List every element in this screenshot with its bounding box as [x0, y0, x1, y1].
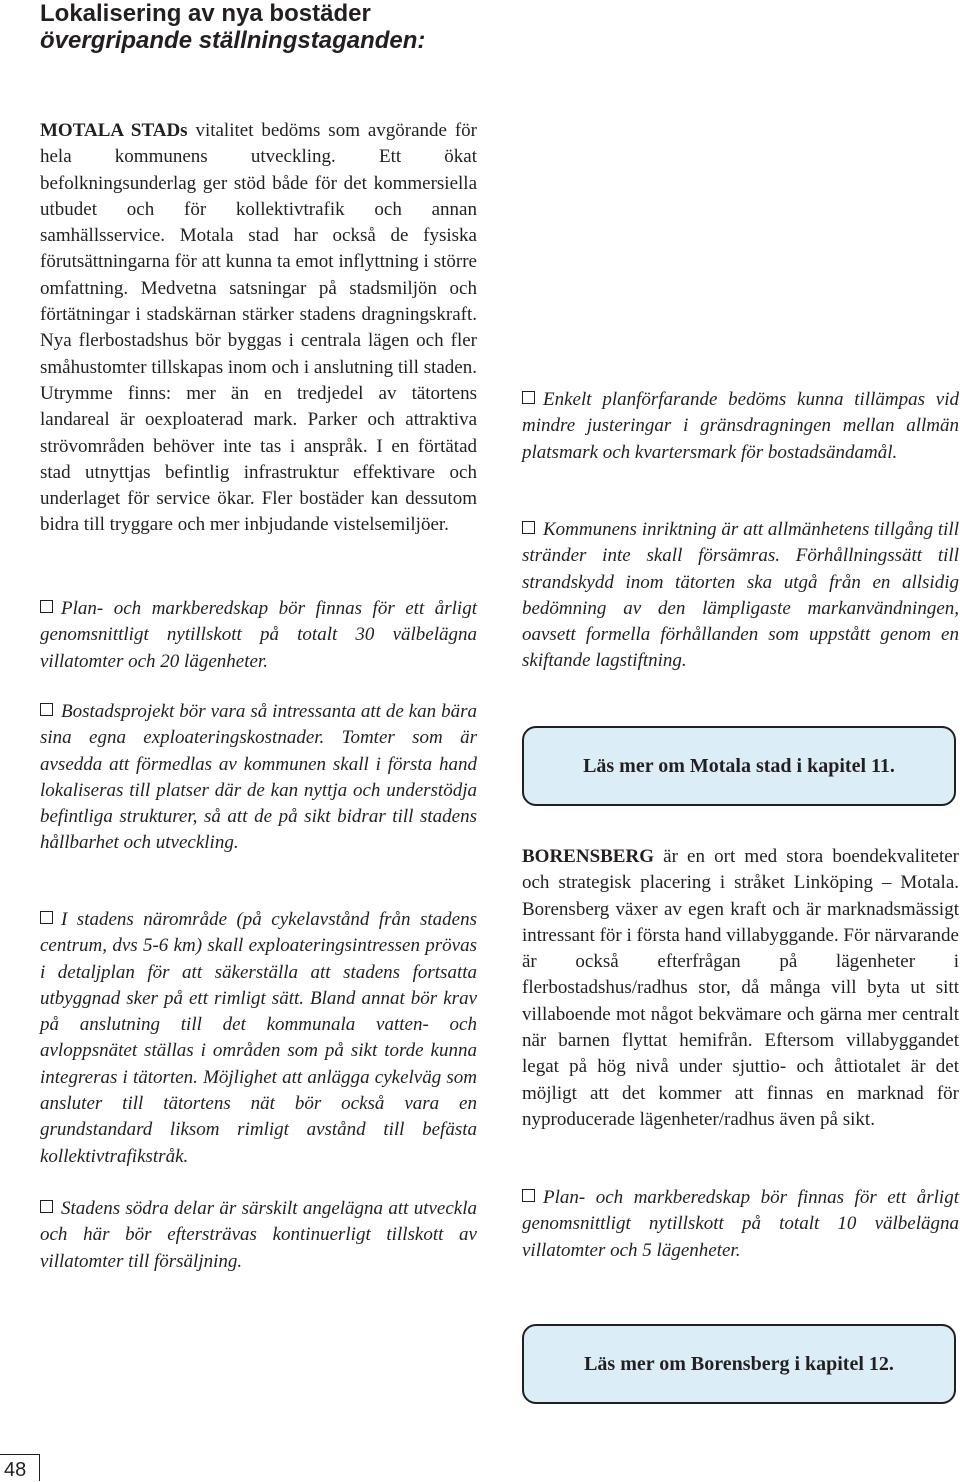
- heading-line-2: övergripande ställningstaganden:: [40, 27, 426, 54]
- page-heading: [40, 0, 640, 54]
- left-point-2: Bostadsprojekt bör vara så intressanta att de kan bära sina egna exploateringskostnader. Tomter som är avsedda att förmedlas av kommunen skall i första hand lokaliseras till platser där de kan nyttja och understödja befintliga strukturer, så att de på sikt bidrar till stadens hållbarhet och utveckling.: [40, 701, 477, 854]
- left-point-3: I stadens närområde (på cykelavstånd från stadens centrum, dvs 5-6 km) skall exploateringsintressen prövas i detaljplan för att säkerställa att stadens fortsatta utbyggnad sker på ett rimligt sätt. Bland annat bör krav på anslutning till det kommunala vatten- och avloppsnätet ställas i områden som på sikt torde kunna integreras i tätorten. Möjlighet att anlägga cykelväg som ansluter till tätortens nät bör också vara en grundstandard liksom rimligt avstånd till befästa kollektivtrafikstråk.: [40, 909, 477, 1167]
- borensberg-paragraph: [522, 844, 959, 1133]
- checkbox-square-icon: [522, 391, 535, 404]
- left-point-4: Stadens södra delar är särskilt angelägna att utveckla och här bör eftersträvas kontinuerligt tillskott av villatomter till försäljning.: [40, 1198, 477, 1272]
- callout-motala-text: Läs mer om Motala stad i kapitel 11.: [583, 754, 895, 777]
- callout-motala: [522, 726, 956, 806]
- checkbox-square-icon: [522, 1189, 535, 1202]
- left-point-1: Plan- och markberedskap bör finnas för ett årligt genomsnittligt nytillskott på totalt 30 välbelägna villatomter och 20 lägenheter.: [40, 598, 477, 672]
- motala-lead: MOTALA STADs: [40, 120, 188, 141]
- right-point-1: Enkelt planförfarande bedöms kunna tillämpas vid mindre justeringar i gränsdragningen mellan allmän platsmark och kvartersmark för bostadsändamål.: [522, 389, 959, 463]
- heading-line-1: Lokalisering av nya bostäder: [40, 0, 371, 27]
- callout-borensberg: [522, 1324, 956, 1404]
- checkbox-square-icon: [40, 1200, 53, 1213]
- callout-borensberg-text: Läs mer om Borensberg i kapitel 12.: [584, 1352, 894, 1375]
- checkbox-square-icon: [40, 703, 53, 716]
- right-point-2: Kommunens inriktning är att allmänhetens tillgång till stränder inte skall försämras. Förhållningssätt till strandskydd inom tätorten ska utgå från en allsidig bedömning av den lämpligaste markanvändningen, oavsett formella förhållanden som uppstått genom en skiftande lagstiftning.: [522, 519, 959, 672]
- motala-text: vitalitet bedöms som avgörande för hela kommunens utveckling. Ett ökat befolkningsunderlag ger stöd både för det kommersiella utbudet och för kollektivtrafik och annan samhällsservice. Motala stad har också de fysiska förutsättningarna för att kunna ta emot inflyttning i större omfattning. Medvetna satsningar på stadsmiljön och förtätningar i stadskärnan stärker stadens dragningskraft. Nya flerbostadshus bör byggas i centrala lägen och fler småhustomter tillskapas inom och i anslutning till staden. Utrymme finns: mer än en tredjedel av tätortens landareal är oexploaterad mark. Parker och attraktiva strövområden behöver inte tas i anspråk. I en förtätad stad utnyttjas befintlig infrastruktur effektivare och underlaget för service ökar. Fler bostäder kan dessutom bidra till tryggare och mer inbjudande vistelsemiljöer.: [40, 120, 477, 536]
- page-number: 48: [0, 1454, 40, 1481]
- checkbox-square-icon: [40, 911, 53, 924]
- checkbox-square-icon: [40, 600, 53, 613]
- borensberg-lead: BORENSBERG: [522, 846, 654, 867]
- right-point-3: Plan- och markberedskap bör finnas för ett årligt genomsnittligt nytillskott på totalt 10 välbelägna villatomter och 5 lägenheter.: [522, 1187, 959, 1261]
- left-intro-paragraph: [40, 118, 477, 539]
- borensberg-text: är en ort med stora boendekvaliteter och strategisk placering i stråket Linköping – Motala. Borensberg växer av egen kraft och är marknadsmässigt intressant för i första hand villabyggande. För närvarande är också efterfrågan på lägenheter i flerbostadshus/radhus stor, då många vill byta ut sitt villaboende mot något bekvämare och gärna mer centralt när barnen flyttat hemifrån. Eftersom villabyggandet legat på hög nivå under sjuttio- och åttiotalet är det möjligt att det kommer att finnas en marknad för nyproducerade lägenheter/radhus även på sikt.: [522, 846, 959, 1130]
- checkbox-square-icon: [522, 521, 535, 534]
